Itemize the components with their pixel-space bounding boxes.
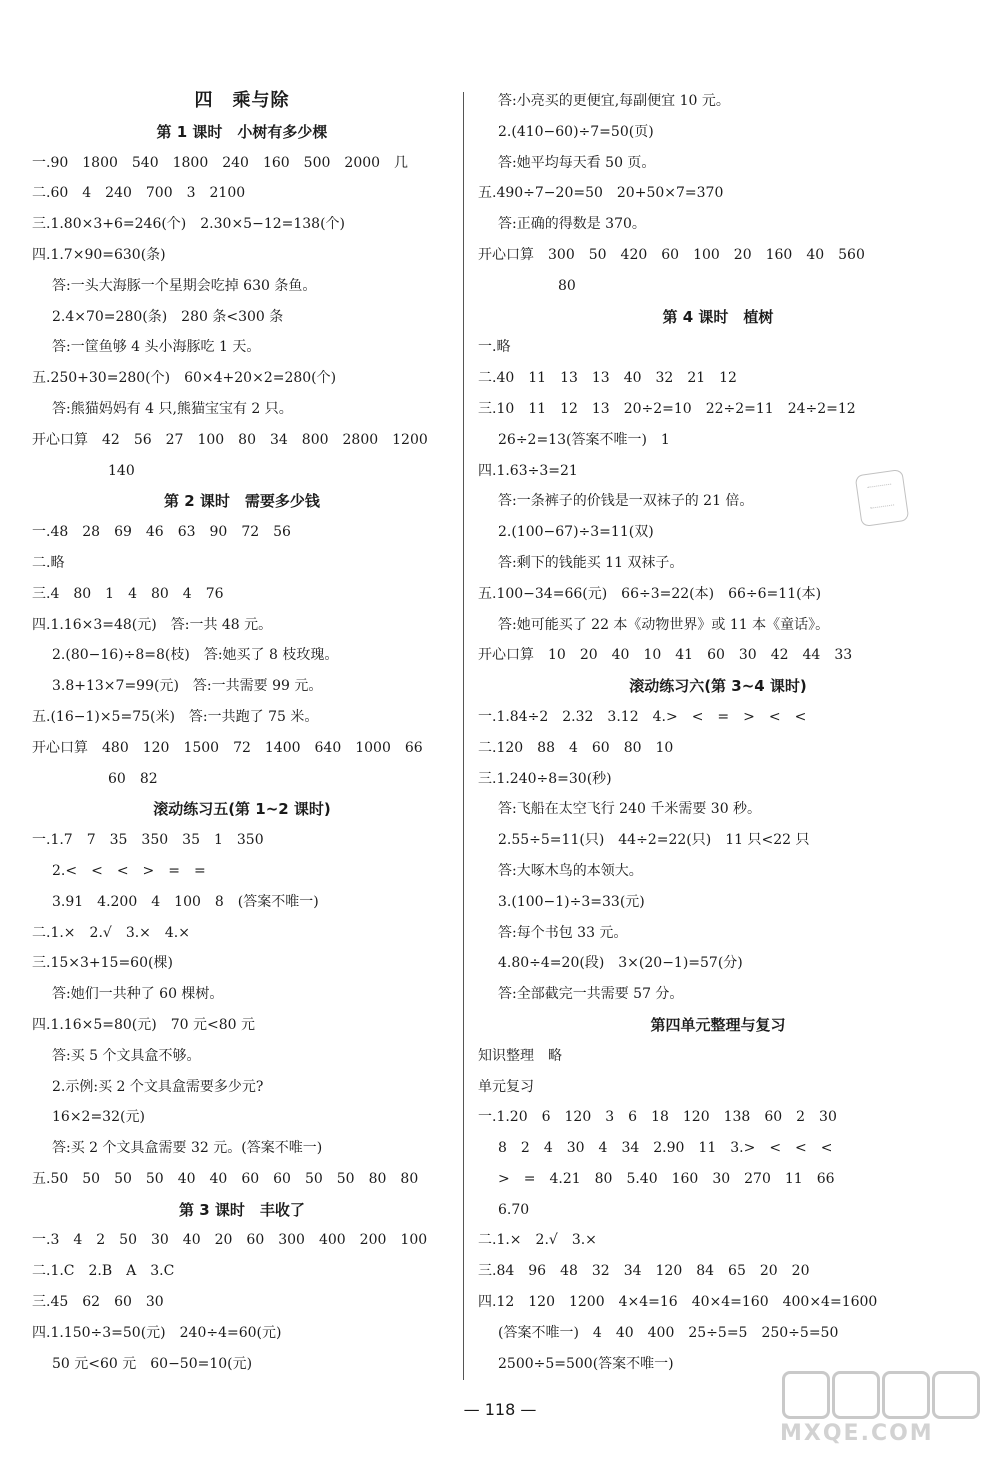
answer-line: 答:剩下的钱能买 11 双袜子。 [498,554,684,571]
answer-line: 3.91 4.200 4 100 8 (答案不唯一) [52,893,319,910]
answer-line: 50 元<60 元 60−50=10(元) [52,1355,253,1372]
answer-line: 答:熊猫妈妈有 4 只,熊猫宝宝有 2 只。 [52,400,293,417]
answer-line: 三.45 62 60 30 [32,1294,164,1311]
answer-line: 五.490÷7−20=50 20+50×7=370 [478,185,724,202]
answer-line: 一.1.7 7 35 350 35 1 350 [32,832,264,849]
answer-line: 五.100−34=66(元) 66÷3=22(本) 66÷6=11(本) [478,585,822,602]
answer-line: 2.4×70=280(条) 280 条<300 条 [52,308,284,325]
answer-line: 一.1.84÷2 2.32 3.12 4.> < = > < < [478,708,807,725]
page-number: — 118 — [463,1400,537,1419]
section-heading: 第 1 课时 小树有多少棵 [156,122,328,141]
answer-line: 6.70 [498,1201,530,1218]
watermark-text: MXQE.COM [780,1421,934,1446]
answer-line: 二.1.× 2.√ 3.× [478,1232,597,1249]
answer-line: 80 [558,277,576,294]
answer-line: 二.120 88 4 60 80 10 [478,739,674,756]
answer-line: 答:一条裤子的价钱是一双袜子的 21 倍。 [498,493,754,510]
answer-line: 2.(100−67)÷3=11(双) [498,524,654,541]
answer-line: > = 4.21 80 5.40 160 30 270 11 66 [498,1170,835,1187]
watermark-box-icon [882,1371,930,1419]
answer-line: 五.50 50 50 50 40 40 60 60 50 50 80 80 [32,1170,419,1187]
left-column [32,86,452,1379]
answer-line: 三.10 11 12 13 20÷2=10 22÷2=11 24÷2=12 [478,400,856,417]
answer-line: 答:买 5 个文具盒不够。 [52,1047,201,1064]
answer-line: 三.15×3+15=60(棵) [32,955,173,972]
answer-line: 答:大啄木鸟的本领大。 [498,862,643,879]
answer-line: 三.1.80×3+6=246(个) 2.30×5−12=138(个) [32,216,346,233]
answer-line: 五.(16−1)×5=75(米) 答:一共跑了 75 米。 [32,708,319,725]
answer-line: 单元复习 [478,1078,534,1095]
answer-line: 开心口算 300 50 420 60 100 20 160 40 560 [478,246,865,263]
answer-line: 四.12 120 1200 4×4=16 40×4=160 400×4=1600 [478,1294,878,1311]
section-heading: 第 3 课时 丰收了 [179,1200,305,1219]
answer-line: 四.1.16×3=48(元) 答:一共 48 元。 [32,616,273,633]
answer-line: 8 2 4 30 4 34 2.90 11 3.> < < < [498,1140,833,1157]
answer-line: 一.48 28 69 46 63 90 72 56 [32,524,291,541]
answer-line: 答:她们一共种了 60 棵树。 [52,986,224,1003]
answer-line: 二.40 11 13 13 40 32 21 12 [478,370,737,387]
answer-line: 一.3 4 2 50 30 40 20 60 300 400 200 100 [32,1232,428,1249]
answer-line: 三.84 96 48 32 34 120 84 65 20 20 [478,1263,810,1280]
column-divider [463,92,464,1380]
answer-line: 2.示例:买 2 个文具盒需要多少元? [52,1078,264,1095]
answer-line: 答:每个书包 33 元。 [498,924,628,941]
answer-line: 知识整理 略 [478,1047,562,1064]
answer-line: 开心口算 480 120 1500 72 1400 640 1000 66 [32,739,423,756]
answer-line: 3.8+13×7=99(元) 答:一共需要 99 元。 [52,678,323,695]
section-heading: 四 乘与除 [194,90,290,111]
section-heading: 滚动练习六(第 3~4 课时) [629,677,807,696]
watermark-logo [774,1363,984,1463]
answer-line: 16×2=32(元) [52,1109,145,1126]
answer-line: 答:正确的得数是 370。 [498,216,646,233]
answer-line: 三.1.240÷8=30(秒) [478,770,612,787]
answer-line: 2.(410−60)÷7=50(页) [498,123,654,140]
watermark-box-icon [932,1371,980,1419]
answer-line: 答:买 2 个文具盒需要 32 元。(答案不唯一) [52,1140,323,1157]
answer-line: 一.90 1800 540 1800 240 160 500 2000 几 [32,154,409,171]
answer-line: 答:全部截完一共需要 57 分。 [498,986,684,1003]
answer-line: 四.1.7×90=630(条) [32,246,166,263]
answer-line: 60 82 [108,770,158,787]
answer-line: 答:她可能买了 22 本《动物世界》或 11 本《童话》。 [498,616,830,633]
answer-line: 答:一头大海豚一个星期会吃掉 630 条鱼。 [52,277,317,294]
answer-line: 二.60 4 240 700 3 2100 [32,185,246,202]
stamp-mark [855,469,910,527]
answer-line: 答:小亮买的更便宜,每副便宜 10 元。 [498,93,730,109]
answer-line: 2.55÷5=11(只) 44÷2=22(只) 11 只<22 只 [498,832,810,849]
right-column [478,86,958,1379]
answer-line: 二.略 [32,554,65,571]
watermark-box-icon [832,1371,880,1419]
answer-line: 答:一筐鱼够 4 头小海豚吃 1 天。 [52,339,261,356]
section-heading: 第 2 课时 需要多少钱 [164,492,320,511]
answer-line: 26÷2=13(答案不唯一) 1 [498,431,670,448]
section-heading: 第 4 课时 植树 [662,307,774,326]
answer-line: 开心口算 10 20 40 10 41 60 30 42 44 33 [478,647,853,664]
answer-line: 五.250+30=280(个) 60×4+20×2=280(个) [32,370,337,387]
answer-line: 四.1.16×5=80(元) 70 元<80 元 [32,1016,255,1033]
answer-line: 开心口算 42 56 27 100 80 34 800 2800 1200 [32,431,428,448]
watermark-box-icon [782,1371,830,1419]
answer-line: 2.< < < > = = [52,862,206,879]
answer-line: 四.1.150÷3=50(元) 240÷4=60(元) [32,1324,282,1341]
answer-line: 4.80÷4=20(段) 3×(20−1)=57(分) [498,955,743,972]
section-heading: 第四单元整理与复习 [650,1015,786,1034]
answer-line: 四.1.63÷3=21 [478,462,578,479]
answer-line: (答案不唯一) 4 40 400 25÷5=5 250÷5=50 [498,1324,839,1341]
answer-line: 140 [108,462,135,479]
answer-line: 三.4 80 1 4 80 4 76 [32,585,224,602]
section-heading: 滚动练习五(第 1~2 课时) [153,800,331,819]
answer-line: 3.(100−1)÷3=33(元) [498,893,645,910]
answer-line: 二.1.× 2.√ 3.× 4.× [32,924,190,941]
answer-line: 答:她平均每天看 50 页。 [498,154,656,171]
answer-line: 一.略 [478,339,511,356]
answer-line: 答:飞船在太空飞行 240 千米需要 30 秒。 [498,801,762,818]
answer-line: 2.(80−16)÷8=8(枝) 答:她买了 8 枝玫瑰。 [52,647,339,664]
answer-line: 2500÷5=500(答案不唯一) [498,1355,674,1372]
answer-line: 一.1.20 6 120 3 6 18 120 138 60 2 30 [478,1109,837,1126]
answer-line: 二.1.C 2.B A 3.C [32,1263,175,1280]
